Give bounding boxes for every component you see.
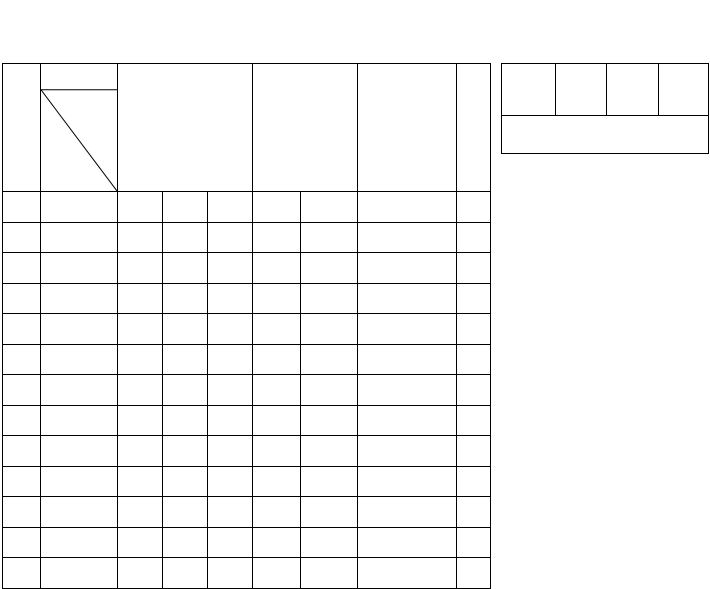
cell-g1 (118, 222, 163, 253)
cell-g6 (358, 192, 457, 223)
cell-g4 (253, 405, 301, 436)
table-row (3, 192, 491, 223)
cell-g2 (163, 405, 208, 436)
diagonal-divider (41, 64, 117, 191)
cell-g3 (208, 405, 253, 436)
cell-g1 (118, 375, 163, 406)
cell-g4 (253, 192, 301, 223)
cell-count (457, 466, 491, 497)
cell-g2 (163, 466, 208, 497)
cell-g2 (163, 497, 208, 528)
cell-g6 (358, 436, 457, 467)
cell-spec (41, 558, 118, 589)
cell-g2 (163, 253, 208, 284)
cell-g5 (301, 527, 358, 558)
cell-g4 (253, 436, 301, 467)
cell-spec (41, 283, 118, 314)
cell-no (3, 375, 41, 406)
cell-spec (41, 253, 118, 284)
cell-count (457, 405, 491, 436)
table-row (3, 283, 491, 314)
cell-count (457, 283, 491, 314)
cell-spec (41, 405, 118, 436)
cell-g5 (301, 344, 358, 375)
cell-count (457, 375, 491, 406)
cell-g3 (208, 283, 253, 314)
cell-no (3, 497, 41, 528)
cell-g5 (301, 436, 358, 467)
cell-g3 (208, 192, 253, 223)
cell-g1 (118, 527, 163, 558)
cell-g6 (358, 375, 457, 406)
cell-g5 (301, 222, 358, 253)
cell-g3 (208, 222, 253, 253)
cell-no (3, 405, 41, 436)
cell-no (3, 283, 41, 314)
mpe-e1-header (556, 64, 607, 116)
cell-g5 (301, 466, 358, 497)
cell-g2 (163, 222, 208, 253)
cell-g6 (358, 497, 457, 528)
cell-no (3, 314, 41, 345)
table-row (3, 497, 491, 528)
cell-g1 (118, 497, 163, 528)
cell-count (457, 222, 491, 253)
s316-material (253, 64, 358, 192)
cell-g1 (118, 192, 163, 223)
cell-spec (41, 222, 118, 253)
cell-g6 (358, 558, 457, 589)
table-row (3, 375, 491, 406)
cell-g1 (118, 466, 163, 497)
table-row (3, 558, 491, 589)
seq-header (3, 64, 41, 192)
cell-g4 (253, 314, 301, 345)
cell-no (3, 558, 41, 589)
cell-g4 (253, 222, 301, 253)
cr-material (358, 64, 457, 192)
cell-g6 (358, 283, 457, 314)
cell-g4 (253, 375, 301, 406)
cell-count (457, 527, 491, 558)
cell-no (3, 466, 41, 497)
cell-g6 (358, 466, 457, 497)
cell-g6 (358, 405, 457, 436)
cell-count (457, 344, 491, 375)
cell-g3 (208, 558, 253, 589)
table-row (3, 253, 491, 284)
cell-g4 (253, 527, 301, 558)
cell-count (457, 314, 491, 345)
cell-spec (41, 375, 118, 406)
cell-g5 (301, 405, 358, 436)
cell-g2 (163, 375, 208, 406)
cell-g2 (163, 558, 208, 589)
cell-g3 (208, 436, 253, 467)
mpe-e2-header (607, 64, 659, 116)
cell-no (3, 192, 41, 223)
cell-g2 (163, 192, 208, 223)
cell-g5 (301, 283, 358, 314)
cell-g1 (118, 283, 163, 314)
cell-g4 (253, 466, 301, 497)
cell-spec (41, 314, 118, 345)
table-row (3, 436, 491, 467)
cell-g2 (163, 344, 208, 375)
table-row (3, 405, 491, 436)
cell-no (3, 344, 41, 375)
cell-g1 (118, 314, 163, 345)
cell-g4 (253, 344, 301, 375)
cell-g2 (163, 314, 208, 345)
cell-g5 (301, 558, 358, 589)
cell-count (457, 558, 491, 589)
cell-g2 (163, 436, 208, 467)
mpe-table (501, 63, 709, 154)
table-row (3, 222, 491, 253)
cell-g6 (358, 314, 457, 345)
cell-count (457, 497, 491, 528)
cell-g4 (253, 558, 301, 589)
cell-g5 (301, 375, 358, 406)
table-row (3, 527, 491, 558)
cell-g3 (208, 497, 253, 528)
mpe-nominal-header (502, 64, 556, 116)
cell-g5 (301, 497, 358, 528)
cell-g5 (301, 253, 358, 284)
cell-spec (41, 344, 118, 375)
cell-spec (41, 436, 118, 467)
cell-g3 (208, 253, 253, 284)
cell-g3 (208, 344, 253, 375)
cell-g3 (208, 314, 253, 345)
mpe-big-rows (502, 116, 709, 154)
cell-g5 (301, 192, 358, 223)
cell-g4 (253, 253, 301, 284)
cell-spec (41, 466, 118, 497)
cell-g1 (118, 436, 163, 467)
cell-g5 (301, 314, 358, 345)
material-grade-spec-table (2, 63, 491, 589)
cell-spec (41, 527, 118, 558)
cell-g3 (208, 466, 253, 497)
table-row (3, 344, 491, 375)
jf1-material (118, 64, 253, 192)
cell-g1 (118, 558, 163, 589)
cell-no (3, 253, 41, 284)
level-spec-header (41, 64, 118, 192)
cell-g2 (163, 527, 208, 558)
cell-g3 (208, 527, 253, 558)
cell-g6 (358, 253, 457, 284)
cell-spec (41, 192, 118, 223)
cell-g6 (358, 527, 457, 558)
cell-g1 (118, 253, 163, 284)
cell-g6 (358, 222, 457, 253)
cell-count (457, 253, 491, 284)
table-row (3, 314, 491, 345)
table-row (3, 466, 491, 497)
count-header (457, 64, 491, 192)
cell-g1 (118, 405, 163, 436)
cell-g3 (208, 375, 253, 406)
cell-count (457, 192, 491, 223)
cell-g4 (253, 283, 301, 314)
mpe-f1-header (659, 64, 709, 116)
cell-no (3, 436, 41, 467)
cell-g4 (253, 497, 301, 528)
cell-g6 (358, 344, 457, 375)
cell-no (3, 222, 41, 253)
cell-no (3, 527, 41, 558)
cell-g2 (163, 283, 208, 314)
cell-g1 (118, 344, 163, 375)
cell-spec (41, 497, 118, 528)
cell-count (457, 436, 491, 467)
